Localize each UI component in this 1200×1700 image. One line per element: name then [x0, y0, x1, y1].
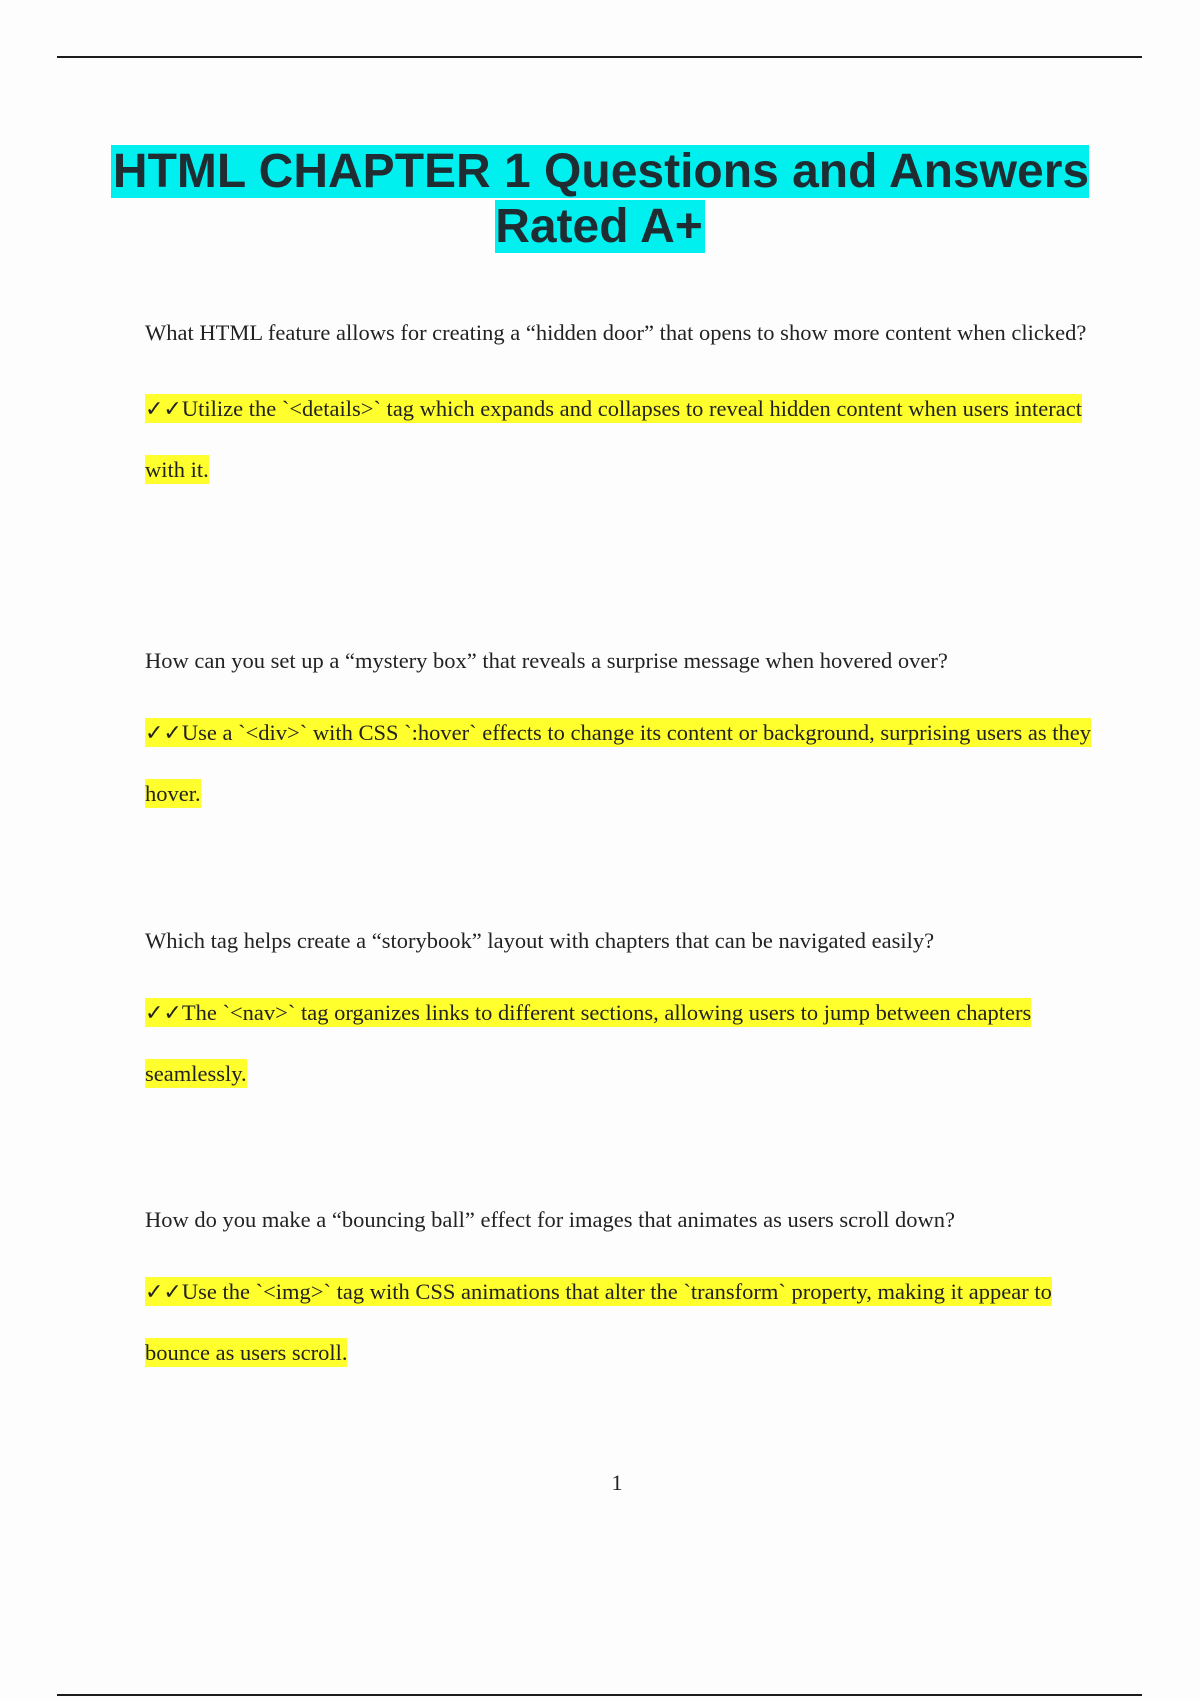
page-title	[100, 144, 1100, 254]
qa-item-4	[145, 1192, 1095, 1383]
answer-text: Use a `<div>` with CSS `:hover` effects to change its content or background, surprising users as they hover.	[145, 720, 1092, 806]
answer-block	[145, 379, 1095, 500]
answer-highlight	[145, 394, 1082, 484]
answer-block	[145, 1262, 1095, 1383]
page-number: 1	[611, 1470, 623, 1495]
answer-highlight	[145, 998, 1031, 1088]
top-rule	[57, 56, 1142, 58]
question-text: How can you set up a “mystery box” that reveals a surprise message when hovered over?	[145, 648, 948, 673]
question-text: What HTML feature allows for creating a “hidden door” that opens to show more content when clicked?	[145, 320, 1087, 345]
answer-highlight	[145, 718, 1091, 808]
answer-block	[145, 703, 1095, 824]
qa-item-2	[145, 633, 1095, 824]
answer-text: Use the `<img>` tag with CSS animations that alter the `transform` property, making it appear to bounce as users scroll.	[145, 1279, 1052, 1365]
double-check-icon: ✓✓	[145, 721, 182, 746]
answer-block	[145, 983, 1095, 1104]
question-text: Which tag helps create a “storybook” layout with chapters that can be navigated easily?	[145, 928, 935, 953]
answer-text: Utilize the `<details>` tag which expands and collapses to reveal hidden content when users interact with it.	[145, 396, 1082, 482]
double-check-icon: ✓✓	[145, 1001, 182, 1026]
double-check-icon: ✓✓	[145, 1280, 182, 1305]
title-text: HTML CHAPTER 1 Questions and Answers Rated A+	[112, 145, 1090, 253]
bottom-rule	[57, 1694, 1142, 1696]
qa-item-3	[145, 913, 1095, 1104]
double-check-icon: ✓✓	[145, 397, 182, 422]
answer-highlight	[145, 1277, 1052, 1367]
answer-text: The `<nav>` tag organizes links to different sections, allowing users to jump between chapters seamlessly.	[145, 1000, 1032, 1086]
qa-item-1	[145, 305, 1095, 500]
question-text: How do you make a “bouncing ball” effect for images that animates as users scroll down?	[145, 1207, 955, 1232]
